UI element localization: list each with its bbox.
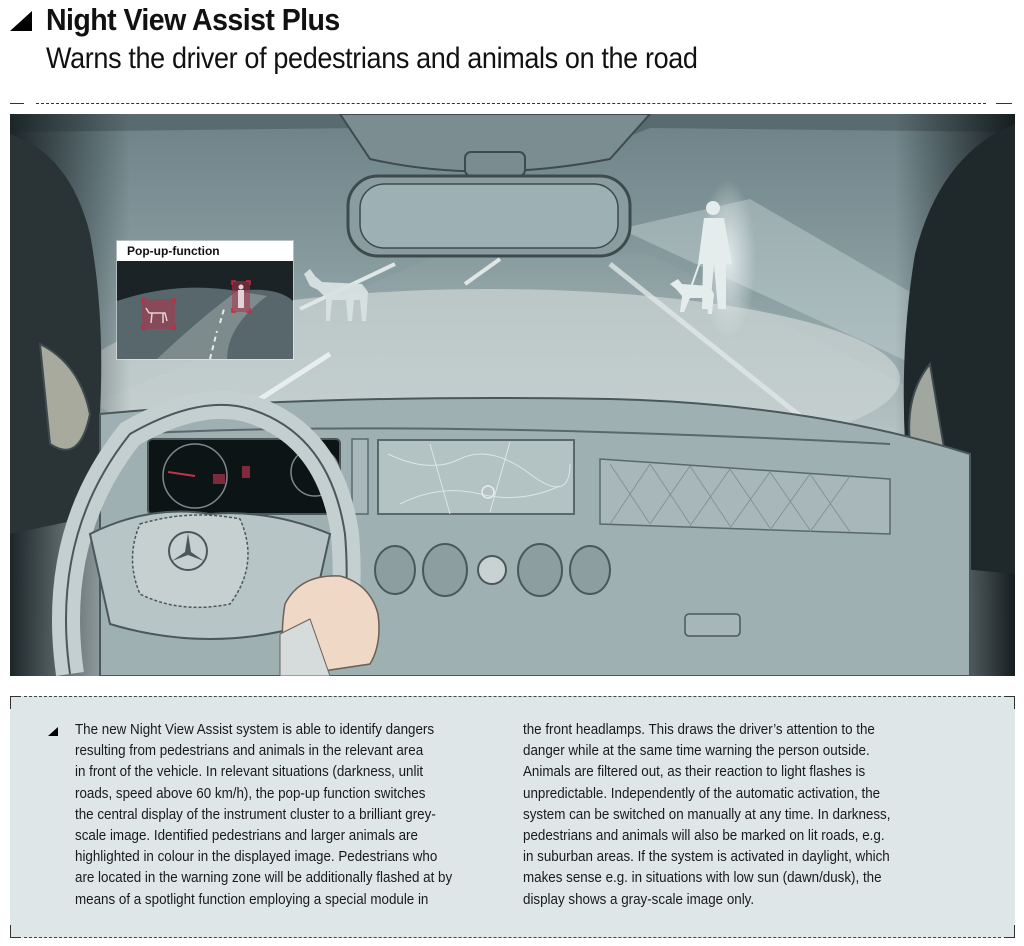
- text-line: danger while at the same time warning the person outside.: [523, 743, 870, 760]
- text-line: highlighted in colour in the displayed image. Pedestrians who: [75, 849, 438, 866]
- night-vision-image: [117, 261, 293, 359]
- text-line: roads, speed above 60 km/h), the pop-up function switches: [75, 785, 426, 802]
- popup-function-label: Pop-up-function: [117, 241, 293, 261]
- triangle-bullet-icon: [48, 727, 58, 736]
- corner-mark: [1004, 925, 1015, 938]
- animal-detection-box: [142, 299, 175, 329]
- navigation-map-display: [378, 440, 574, 514]
- popup-function-inset: [117, 241, 293, 359]
- text-line: unpredictable. Independently of the automatic activation, the: [523, 785, 881, 802]
- cockpit-illustration: [10, 114, 1015, 676]
- text-line: display shows a gray-scale image only.: [523, 891, 755, 908]
- text-line: pedestrians and animals will also be marked on lit roads, e.g.: [523, 828, 885, 845]
- corner-mark: [1004, 696, 1015, 709]
- text-line: scale image. Identified pedestrians and larger animals are: [75, 828, 418, 845]
- divider-cap-left: [10, 103, 24, 104]
- text-line: Animals are filtered out, as their reaction to light flashes is: [523, 764, 866, 781]
- driver-hand: [280, 576, 379, 676]
- text-line: in front of the vehicle. In relevant situations (darkness, unlit: [75, 764, 424, 781]
- description-box: [10, 696, 1015, 938]
- text-line: makes sense e.g. in situations with low sun (dawn/dusk), the: [523, 870, 882, 887]
- text-line: the front headlamps. This draws the driver’s attention to the: [523, 722, 875, 738]
- text-line: means of a spotlight function employing a special module in: [75, 891, 429, 908]
- corner-mark: [10, 925, 21, 938]
- text-line: system can be switched on manually at any time. In darkness,: [523, 806, 891, 823]
- text-line: are located in the warning zone will be additionally flashed at by: [75, 870, 453, 887]
- cockpit-scene: [10, 114, 1015, 676]
- rearview-mirror: [348, 152, 630, 256]
- page-title: Night View Assist Plus: [46, 2, 340, 37]
- description-column-left: [75, 720, 515, 911]
- page-subtitle: Warns the driver of pedestrians and animals on the road: [46, 42, 698, 75]
- textbox-bottom-border: [24, 937, 1001, 938]
- triangle-bullet-icon: [10, 11, 32, 31]
- text-line: the central display of the instrument cluster to a brilliant grey-: [75, 806, 436, 823]
- text-line: The new Night View Assist system is able to identify dangers: [75, 722, 435, 738]
- title-row: [10, 2, 365, 38]
- header: [0, 0, 1024, 100]
- divider-cap-right: [996, 103, 1012, 104]
- text-line: in suburban areas. If the system is activated in daylight, which: [523, 849, 890, 866]
- corner-mark: [10, 696, 21, 709]
- textbox-top-border: [24, 696, 1001, 697]
- text-line: resulting from pedestrians and animals in the relevant area: [75, 743, 424, 760]
- header-divider: [36, 103, 986, 104]
- description-column-right: [523, 720, 963, 911]
